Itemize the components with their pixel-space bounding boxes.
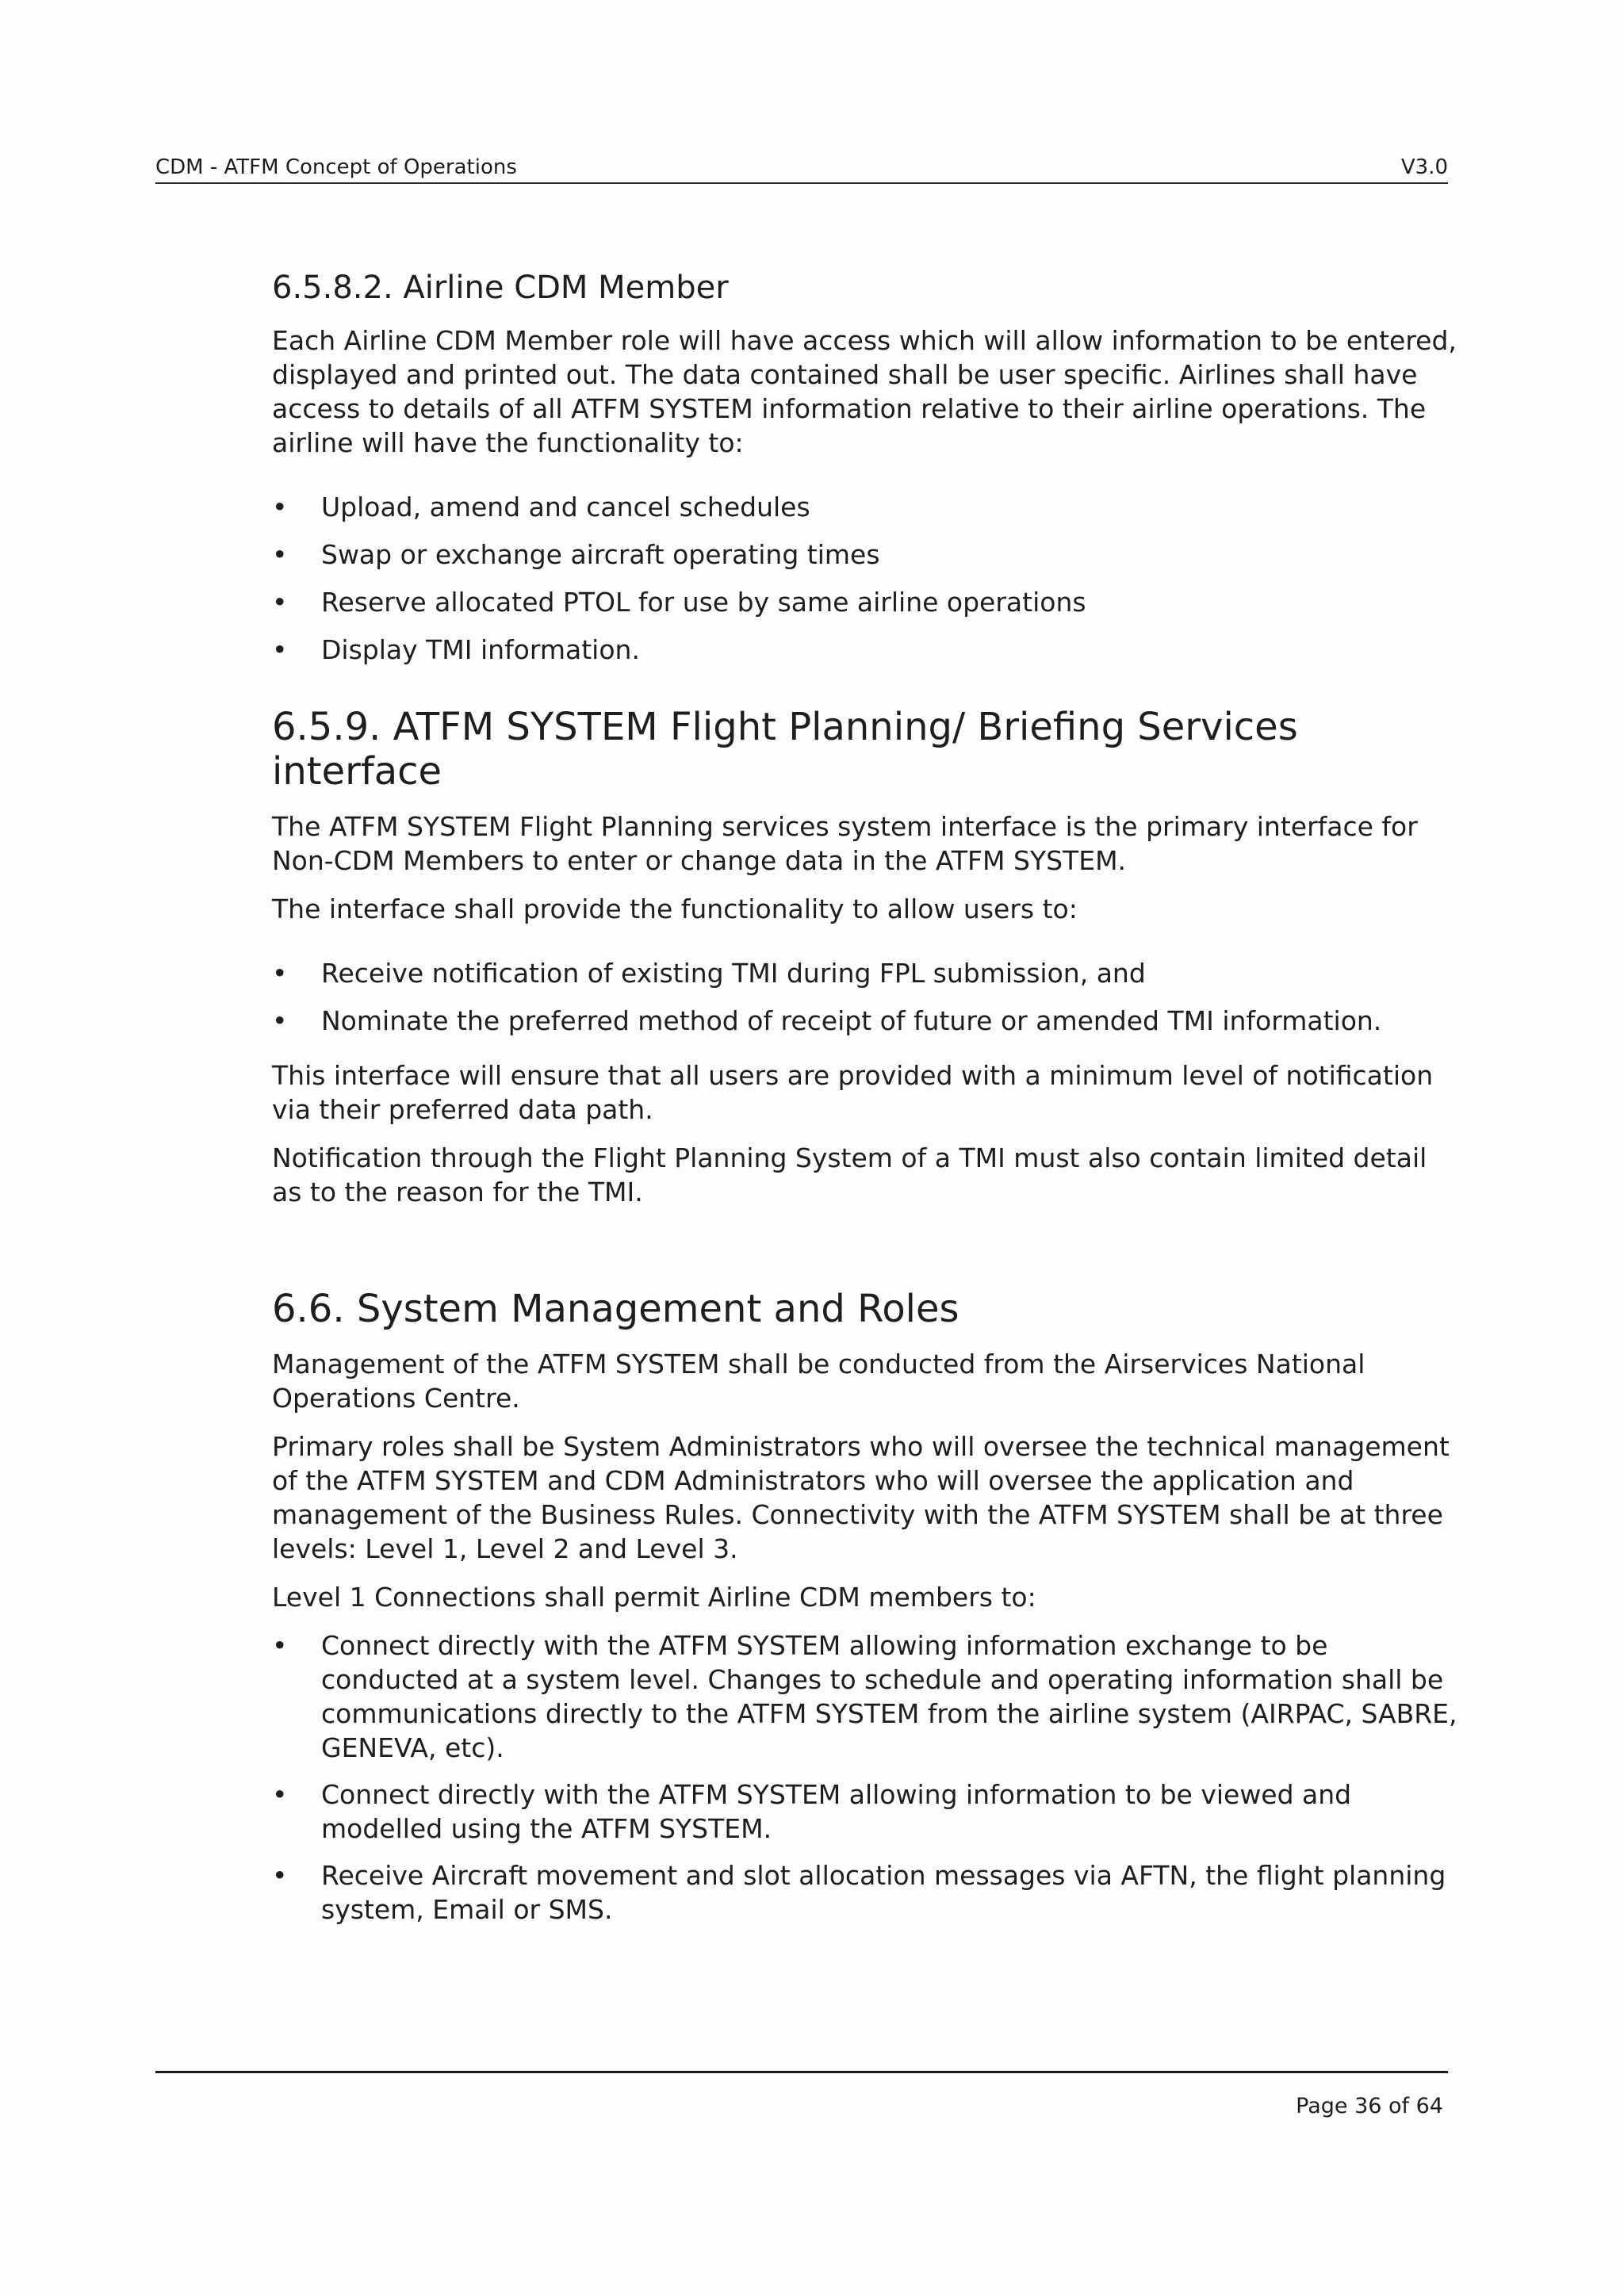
running-header bbox=[155, 151, 1448, 184]
page-number: Page 36 of 64 bbox=[1296, 2094, 1443, 2118]
section-heading-6-6: 6.6. System Management and Roles bbox=[272, 1287, 959, 1331]
bullet-list bbox=[272, 490, 1461, 667]
list-item: • Upload, amend and cancel schedules bbox=[272, 490, 1461, 524]
list-item: • Connect directly with the ATFM SYSTEM allowing information exchange to be conducted at a system level. Changes to schedule and operating information shall be communications directly to the ATFM SYSTEM from the airline system (AIRPAC, SABRE, GENEVA, etc). bbox=[272, 1628, 1461, 1765]
list-item: • Reserve allocated PTOL for use by same airline operations bbox=[272, 585, 1461, 619]
list-item: • Receive notification of existing TMI during FPL submission, and bbox=[272, 956, 1461, 990]
section-heading-6-5-8-2: 6.5.8.2. Airline CDM Member bbox=[272, 270, 729, 306]
bullet-list bbox=[272, 956, 1461, 1038]
running-footer bbox=[155, 2071, 1448, 2118]
list-item: • Swap or exchange aircraft operating times bbox=[272, 538, 1461, 572]
section-6-6 bbox=[272, 1287, 1461, 1927]
section-6-5-9 bbox=[272, 705, 1461, 1209]
paragraph: The interface shall provide the functionality to allow users to: bbox=[272, 894, 1078, 924]
bullet-list bbox=[272, 1628, 1461, 1927]
document-title: CDM - ATFM Concept of Operations bbox=[155, 155, 517, 179]
list-item: • Connect directly with the ATFM SYSTEM allowing information to be viewed and modelled using the ATFM SYSTEM. bbox=[272, 1777, 1461, 1846]
section-heading-6-5-9: 6.5.9. ATFM SYSTEM Flight Planning/ Briefing Services interface bbox=[272, 705, 1298, 794]
paragraph: This interface will ensure that all users are provided with a minimum level of notification via their preferred data path. bbox=[272, 1060, 1434, 1125]
page-content bbox=[272, 270, 1461, 1939]
paragraph: Notification through the Flight Planning System of a TMI must also contain limited detail as to the reason for the TMI. bbox=[272, 1142, 1427, 1207]
paragraph: The ATFM SYSTEM Flight Planning services system interface is the primary interface for Non-CDM Members to enter or change data in the ATFM SYSTEM. bbox=[272, 811, 1418, 876]
list-item: • Receive Aircraft movement and slot allocation messages via AFTN, the flight planning system, Email or SMS. bbox=[272, 1858, 1461, 1927]
paragraph: Each Airline CDM Member role will have access which will allow information to be entered, displayed and printed out. The data contained shall be user specific. Airlines shall have access to details of all ATFM SYSTEM information relative to their airline operations. The airline will have the functionality to: bbox=[272, 325, 1457, 458]
section-6-5-8-2 bbox=[272, 270, 1461, 667]
paragraph: Management of the ATFM SYSTEM shall be conducted from the Airservices National Operations Centre. bbox=[272, 1349, 1365, 1414]
paragraph: Level 1 Connections shall permit Airline CDM members to: bbox=[272, 1582, 1036, 1613]
paragraph: Primary roles shall be System Administrators who will oversee the technical management of the ATFM SYSTEM and CDM Administrators who will oversee the application and management of the Business Rules. Connectivity with the ATFM SYSTEM shall be at three levels: Level 1, Level 2 and Level 3. bbox=[272, 1431, 1450, 1564]
document-version: V3.0 bbox=[1400, 155, 1448, 179]
list-item: • Display TMI information. bbox=[272, 633, 1461, 667]
list-item: • Nominate the preferred method of receipt of future or amended TMI information. bbox=[272, 1004, 1461, 1038]
